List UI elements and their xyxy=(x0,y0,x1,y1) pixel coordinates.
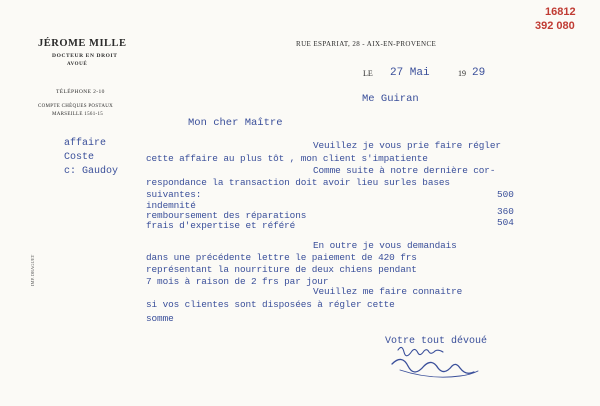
body-line: somme xyxy=(146,313,174,324)
letter-date: 27 Mai xyxy=(390,67,430,79)
printer-mark: IMP. DRAGUET xyxy=(30,254,35,286)
body-line: respondance la transaction doit avoir lieu surles bases xyxy=(146,177,450,188)
letterhead-role: AVOUÉ xyxy=(67,62,88,67)
date-prefix: LE xyxy=(363,69,373,78)
greeting: Mon cher Maître xyxy=(188,117,283,129)
amount: 500 xyxy=(497,189,514,200)
body-line: remboursement des réparations xyxy=(146,210,307,221)
body-line: suivantes: xyxy=(146,189,202,200)
body-line: En outre je vous demandais xyxy=(313,240,457,251)
body-line: indemnité xyxy=(146,200,196,211)
body-line: Veuillez me faire connaitre xyxy=(313,286,463,297)
reference-line: affaire xyxy=(64,138,107,149)
letterhead-postal-city: MARSEILLE 1561-15 xyxy=(52,112,104,117)
body-line: Veuillez je vous prie faire régler xyxy=(313,140,501,151)
letterhead-address: RUE ESPARIAT, 28 - AIX-EN-PROVENCE xyxy=(296,40,437,48)
letterhead-phone: TÉLÉPHONE 2-10 xyxy=(56,89,105,95)
amount: 360 xyxy=(497,206,514,217)
letterhead-name: JÉROME MILLE xyxy=(38,38,127,49)
reference-line: Coste xyxy=(64,152,95,163)
archive-number-secondary: 392 080 xyxy=(535,20,575,32)
closing: Votre tout dévoué xyxy=(385,336,488,347)
body-line: frais d'expertise et référé xyxy=(146,220,296,231)
archive-number: 16812 xyxy=(545,6,576,18)
body-line: 7 mois à raison de 2 frs par jour xyxy=(146,276,329,287)
letterhead-postal-account: COMPTE CHÈQUES POSTAUX xyxy=(38,104,114,109)
reference-line: c: Gaudoy xyxy=(64,166,119,177)
body-line: Comme suite à notre dernière cor- xyxy=(313,165,496,176)
body-line: dans une précédente lettre le paiement de 420 frs xyxy=(146,252,417,263)
letterhead-title: DOCTEUR EN DROIT xyxy=(52,53,118,59)
letter-year: 29 xyxy=(472,67,486,79)
amount: 504 xyxy=(497,217,514,228)
body-line: si vos clientes sont disposées à régler cette xyxy=(146,299,395,310)
year-prefix: 19 xyxy=(458,69,466,78)
handwritten-signature xyxy=(380,340,490,392)
recipient: Me Guiran xyxy=(362,93,419,105)
body-line: cette affaire au plus tôt , mon client s'impatiente xyxy=(146,153,428,164)
body-line: représentant la nourriture de deux chiens pendant xyxy=(146,264,417,275)
